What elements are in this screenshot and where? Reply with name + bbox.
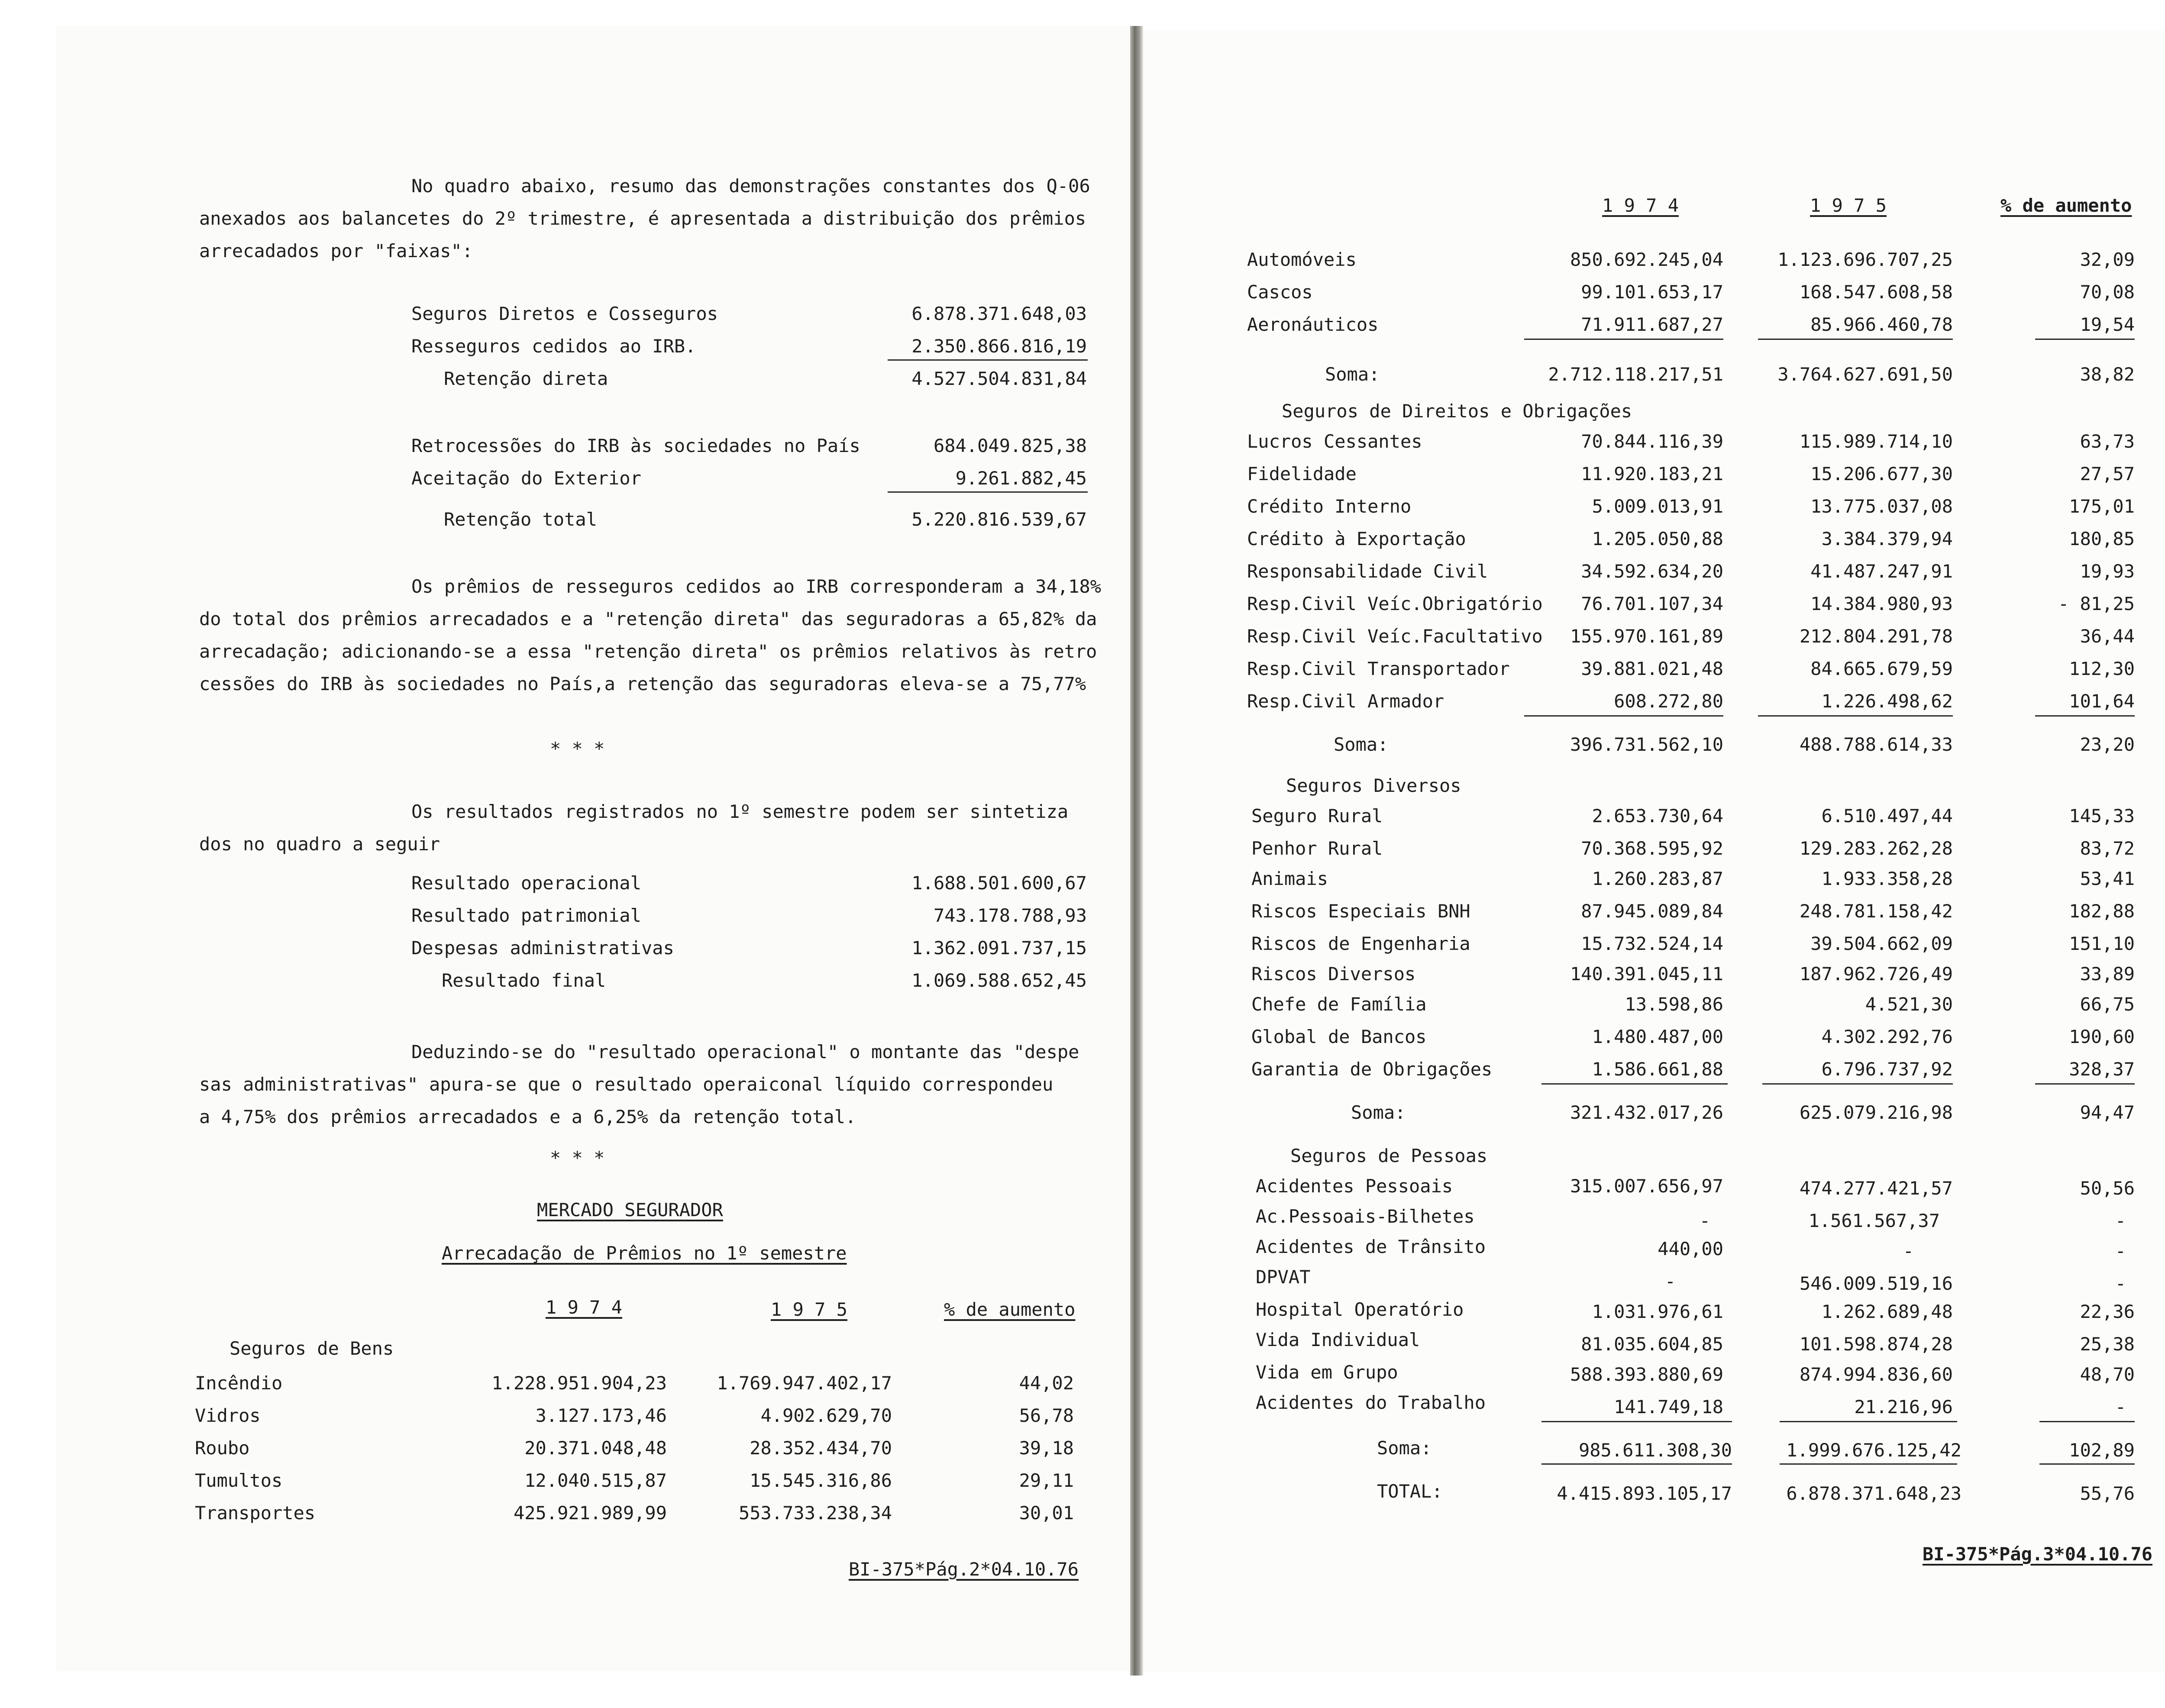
soma-pct: 23,20 <box>2080 734 2135 755</box>
result-label-1: Resultado operacional <box>411 872 642 894</box>
row-pct: 50,56 <box>2080 1178 2135 1199</box>
row-1974: - <box>1699 1210 1710 1231</box>
row-1975: 3.384.379,94 <box>1821 528 1953 549</box>
bens-row-pct: 44,02 <box>1019 1372 1074 1394</box>
row-1975: 129.283.262,28 <box>1799 838 1953 859</box>
soma-rule-pct <box>2035 715 2135 717</box>
summary-b-label-2: Aceitação do Exterior <box>411 468 642 489</box>
bens-row-1974: 3.127.173,46 <box>535 1405 667 1426</box>
result-value-1: 1.688.501.600,67 <box>911 872 1087 894</box>
para2-line-3: arrecadação; adicionando-se a essa "retenção direta" os prêmios relativos às retro <box>199 641 1097 662</box>
summary-a-value-3: 4.527.504.831,84 <box>911 368 1087 389</box>
bens-row-label: Roubo <box>195 1437 250 1459</box>
row-1975: 6.796.737,92 <box>1821 1059 1953 1080</box>
para4-line-1: Deduzindo-se do "resultado operacional" o montante das "despe <box>411 1041 1079 1062</box>
section-title-pessoas: Seguros de Pessoas <box>1290 1145 1488 1166</box>
row-label: Automóveis <box>1247 249 1357 270</box>
row-label: Resp.Civil Armador <box>1247 691 1444 712</box>
header-1974: 1 9 7 4 <box>546 1297 623 1318</box>
soma-1975: 1.999.676.125,42 <box>1786 1440 1961 1461</box>
soma-pct: 38,82 <box>2080 364 2135 385</box>
right-page <box>1143 30 2165 1671</box>
row-1975: 248.781.158,42 <box>1799 901 1953 922</box>
header-1975: 1 9 7 5 <box>1810 195 1887 216</box>
row-pct: 27,57 <box>2080 463 2135 484</box>
summary-a-label-3: Retenção direta <box>444 368 608 389</box>
row-pct: 70,08 <box>2080 281 2135 303</box>
row-1975: 13.775.037,08 <box>1810 496 1953 517</box>
bens-row-pct: 30,01 <box>1019 1502 1074 1524</box>
row-pct: 25,38 <box>2080 1333 2135 1355</box>
row-pct: 22,36 <box>2080 1301 2135 1322</box>
soma-rule-1975 <box>1762 1083 1953 1085</box>
summary-b-label-1: Retrocessões do IRB às sociedades no País <box>411 435 860 456</box>
row-label: Resp.Civil Transportador <box>1247 658 1510 679</box>
row-1974: 1.480.487,00 <box>1592 1026 1723 1047</box>
bens-row-label: Incêndio <box>195 1372 283 1394</box>
soma-1974: 2.712.118.217,51 <box>1548 364 1723 385</box>
row-1974: 440,00 <box>1658 1238 1723 1259</box>
row-1975: 14.384.980,93 <box>1810 593 1953 614</box>
total-1975: 6.878.371.648,23 <box>1786 1483 1961 1504</box>
row-1975: 115.989.714,10 <box>1799 431 1953 452</box>
soma-pct: 94,47 <box>2080 1102 2135 1123</box>
row-pct: 112,30 <box>2069 658 2135 679</box>
row-1975: 4.521,30 <box>1865 994 1953 1015</box>
row-pct: 19,93 <box>2080 561 2135 582</box>
bens-row-pct: 56,78 <box>1019 1405 1074 1426</box>
soma-rule-1975 <box>1758 715 1953 717</box>
row-1974: 15.732.524,14 <box>1581 933 1723 954</box>
asterisks-separator-1: * * * <box>550 738 605 759</box>
row-label: Resp.Civil Veíc.Obrigatório <box>1247 593 1543 614</box>
row-pct: - <box>2115 1210 2126 1231</box>
bens-row-label: Transportes <box>195 1502 316 1524</box>
row-pct: 53,41 <box>2080 868 2135 889</box>
row-1974: 99.101.653,17 <box>1581 281 1723 303</box>
soma-rule-1975 <box>1780 1421 1957 1422</box>
para2-line-1: Os prêmios de resseguros cedidos ao IRB corresponderam a 34,18% <box>411 576 1102 597</box>
bens-row-1974: 20.371.048,48 <box>524 1437 667 1459</box>
bens-row-label: Vidros <box>195 1405 261 1426</box>
soma-1974: 396.731.562,10 <box>1570 734 1723 755</box>
row-1974: 71.911.687,27 <box>1581 314 1723 335</box>
row-1975: 85.966.460,78 <box>1810 314 1953 335</box>
row-label: Chefe de Família <box>1251 994 1427 1015</box>
row-label: Animais <box>1251 868 1328 889</box>
para2-line-2: do total dos prêmios arrecadados e a "retenção direta" das seguradoras a 65,82% da <box>199 608 1097 630</box>
row-1975: 101.598.874,28 <box>1799 1333 1953 1355</box>
row-label: Acidentes Pessoais <box>1256 1175 1453 1197</box>
row-1974: 315.007.656,97 <box>1570 1175 1723 1197</box>
row-label: Lucros Cessantes <box>1247 431 1422 452</box>
bens-row-1975: 28.352.434,70 <box>750 1437 892 1459</box>
row-1974: 1.260.283,87 <box>1592 868 1723 889</box>
bens-row-1975: 1.769.947.402,17 <box>717 1372 892 1394</box>
row-1974: 588.393.880,69 <box>1570 1364 1723 1385</box>
row-1974: 1.586.661,88 <box>1592 1059 1723 1080</box>
row-1975: 84.665.679,59 <box>1810 658 1953 679</box>
total-pct: 55,76 <box>2080 1483 2135 1504</box>
row-1974: 850.692.245,04 <box>1570 249 1723 270</box>
row-1974: 39.881.021,48 <box>1581 658 1723 679</box>
total-rule-1974 <box>1541 1463 1732 1465</box>
row-label: Vida em Grupo <box>1256 1362 1398 1383</box>
row-1974: 81.035.604,85 <box>1581 1333 1723 1355</box>
row-pct: 145,33 <box>2069 805 2135 827</box>
row-1974: 1.205.050,88 <box>1592 528 1723 549</box>
row-1974: 76.701.107,34 <box>1581 593 1723 614</box>
row-1975: 21.216,96 <box>1854 1396 1953 1417</box>
row-label: Fidelidade <box>1247 463 1357 484</box>
row-label: Aeronáuticos <box>1247 314 1379 335</box>
soma-rule-pct <box>2035 339 2135 340</box>
row-1974: 34.592.634,20 <box>1581 561 1723 582</box>
row-1974: 70.844.116,39 <box>1581 431 1723 452</box>
para2-line-4: cessões do IRB às sociedades no País,a retenção das seguradoras eleva-se a 75,77% <box>199 673 1086 694</box>
row-1975: 39.504.662,09 <box>1810 933 1953 954</box>
row-pct: 63,73 <box>2080 431 2135 452</box>
section-title-diversos: Seguros Diversos <box>1286 775 1461 796</box>
row-label: Acidentes do Trabalho <box>1256 1392 1486 1413</box>
row-1975: 874.994.836,60 <box>1799 1364 1953 1385</box>
row-label: Crédito Interno <box>1247 496 1412 517</box>
market-subtitle: Arrecadação de Prêmios no 1º semestre <box>442 1243 847 1264</box>
bens-row-1975: 553.733.238,34 <box>738 1502 892 1524</box>
row-label: Responsabilidade Civil <box>1247 561 1488 582</box>
para4-line-2: sas administrativas" apura-se que o resultado operaiconal líquido correspondeu <box>199 1074 1053 1095</box>
row-pct: 328,37 <box>2069 1059 2135 1080</box>
bens-row-1974: 12.040.515,87 <box>524 1470 667 1491</box>
row-pct: 32,09 <box>2080 249 2135 270</box>
bens-row-1975: 4.902.629,70 <box>760 1405 892 1426</box>
row-pct: 182,88 <box>2069 901 2135 922</box>
row-1975: - <box>1903 1240 1914 1262</box>
row-label: DPVAT <box>1256 1266 1311 1288</box>
soma-rule-1975 <box>1758 339 1953 340</box>
row-pct: 101,64 <box>2069 691 2135 712</box>
row-label: Crédito à Exportação <box>1247 528 1466 549</box>
bens-row-1975: 15.545.316,86 <box>750 1470 892 1491</box>
bens-section-title: Seguros de Bens <box>229 1338 394 1359</box>
soma-rule-pct <box>2039 1421 2135 1422</box>
soma-rule-1974 <box>1524 715 1723 717</box>
soma-label: Soma: <box>1377 1437 1432 1459</box>
summary-b-value-1: 684.049.825,38 <box>933 435 1087 456</box>
row-label: Riscos de Engenharia <box>1251 933 1470 954</box>
row-1975: 6.510.497,44 <box>1821 805 1953 827</box>
summary-b-value-3: 5.220.816.539,67 <box>911 509 1087 530</box>
row-1975: 212.804.291,78 <box>1799 626 1953 647</box>
row-1975: 41.487.247,91 <box>1810 561 1953 582</box>
soma-1975: 3.764.627.691,50 <box>1777 364 1953 385</box>
row-1975: 1.561.567,37 <box>1808 1210 1940 1231</box>
soma-1974: 321.432.017,26 <box>1570 1102 1723 1123</box>
row-1975: 1.262.689,48 <box>1821 1301 1953 1322</box>
row-1975: 187.962.726,49 <box>1799 963 1953 985</box>
row-1974: 87.945.089,84 <box>1581 901 1723 922</box>
row-label: Hospital Operatório <box>1256 1299 1464 1320</box>
header-1975: 1 9 7 5 <box>771 1299 848 1320</box>
row-1975: 1.933.358,28 <box>1821 868 1953 889</box>
para4-line-3: a 4,75% dos prêmios arrecadados e a 6,25% da retenção total. <box>199 1106 856 1127</box>
left-page <box>56 26 1130 1671</box>
row-1974: 11.920.183,21 <box>1581 463 1723 484</box>
para3-line-2: dos no quadro a seguir <box>199 833 440 855</box>
soma-pct: 102,89 <box>2069 1440 2135 1461</box>
row-label: Acidentes de Trânsito <box>1256 1236 1486 1257</box>
soma-1975: 625.079.216,98 <box>1799 1102 1953 1123</box>
header-pct: % de aumento <box>944 1299 1076 1320</box>
page-footer-right: BI-375*Pág.3*04.10.76 <box>1923 1543 2153 1565</box>
row-1974: 140.391.045,11 <box>1570 963 1723 985</box>
summary-a-rule <box>888 359 1088 361</box>
row-pct: - <box>2115 1240 2126 1262</box>
bens-row-label: Tumultos <box>195 1470 283 1491</box>
row-1975: 546.009.519,16 <box>1799 1273 1953 1294</box>
row-1974: 70.368.595,92 <box>1581 838 1723 859</box>
summary-b-rule <box>888 491 1088 493</box>
row-pct: 19,54 <box>2080 314 2135 335</box>
soma-rule-pct <box>2035 1083 2135 1085</box>
row-1974: 2.653.730,64 <box>1592 805 1723 827</box>
para3-line-1: Os resultados registrados no 1º semestre podem ser sintetiza <box>411 801 1069 822</box>
result-value-2: 743.178.788,93 <box>933 905 1087 926</box>
summary-a-label-2: Resseguros cedidos ao IRB. <box>411 336 696 357</box>
row-1974: 1.031.976,61 <box>1592 1301 1723 1322</box>
result-value-4: 1.069.588.652,45 <box>911 970 1087 991</box>
row-1974: 608.272,80 <box>1614 691 1723 712</box>
row-pct: 151,10 <box>2069 933 2135 954</box>
soma-1975: 488.788.614,33 <box>1799 734 1953 755</box>
market-title: MERCADO SEGURADOR <box>537 1199 723 1220</box>
row-1975: 15.206.677,30 <box>1810 463 1953 484</box>
result-label-3: Despesas administrativas <box>411 937 674 959</box>
row-1975: 168.547.608,58 <box>1799 281 1953 303</box>
result-label-4: Resultado final <box>442 970 606 991</box>
header-1974: 1 9 7 4 <box>1602 195 1679 216</box>
row-label: Ac.Pessoais-Bilhetes <box>1256 1206 1475 1227</box>
intro-line-2: anexados aos balancetes do 2º trimestre, é apresentada a distribuição dos prêmios <box>199 208 1086 229</box>
soma-label: Soma: <box>1351 1102 1406 1123</box>
soma-1974: 985.611.308,30 <box>1578 1440 1732 1461</box>
asterisks-separator-2: * * * <box>550 1147 605 1169</box>
book-spine <box>1130 26 1143 1676</box>
summary-a-value-2: 2.350.866.816,19 <box>911 336 1087 357</box>
row-label: Seguro Rural <box>1251 805 1383 827</box>
summary-a-value-1: 6.878.371.648,03 <box>911 303 1087 324</box>
result-value-3: 1.362.091.737,15 <box>911 937 1087 959</box>
row-label: Vida Individual <box>1256 1329 1420 1350</box>
row-pct: - <box>2115 1396 2126 1417</box>
row-pct: - <box>2115 1273 2126 1294</box>
row-label: Garantia de Obrigações <box>1251 1059 1493 1080</box>
row-1974: 13.598,86 <box>1625 994 1723 1015</box>
soma-label: Soma: <box>1325 364 1380 385</box>
row-label: Resp.Civil Veíc.Facultativo <box>1247 626 1543 647</box>
row-pct: 66,75 <box>2080 994 2135 1015</box>
row-pct: 175,01 <box>2069 496 2135 517</box>
row-label: Penhor Rural <box>1251 838 1383 859</box>
row-1974: 141.749,18 <box>1614 1396 1723 1417</box>
row-label: Riscos Especiais BNH <box>1251 901 1470 922</box>
row-label: Cascos <box>1247 281 1313 303</box>
row-label: Riscos Diversos <box>1251 963 1416 985</box>
row-1974: 5.009.013,91 <box>1592 496 1723 517</box>
row-1974: - <box>1664 1271 1676 1292</box>
total-rule-pct <box>2039 1463 2135 1465</box>
intro-line-3: arrecadados por "faixas": <box>199 240 473 262</box>
bens-row-1974: 425.921.989,99 <box>513 1502 667 1524</box>
row-pct: - 81,25 <box>2058 593 2135 614</box>
total-1974: 4.415.893.105,17 <box>1557 1483 1732 1504</box>
result-label-2: Resultado patrimonial <box>411 905 642 926</box>
row-1975: 4.302.292,76 <box>1821 1026 1953 1047</box>
total-rule-1975 <box>1780 1463 1957 1465</box>
bens-row-pct: 39,18 <box>1019 1437 1074 1459</box>
row-pct: 83,72 <box>2080 838 2135 859</box>
row-pct: 48,70 <box>2080 1364 2135 1385</box>
row-1975: 1.226.498,62 <box>1821 691 1953 712</box>
bens-row-1974: 1.228.951.904,23 <box>491 1372 667 1394</box>
row-label: Global de Bancos <box>1251 1026 1427 1047</box>
soma-rule-1974 <box>1541 1083 1728 1085</box>
row-1975: 474.277.421,57 <box>1799 1178 1953 1199</box>
soma-rule-1974 <box>1541 1421 1732 1422</box>
row-pct: 180,85 <box>2069 528 2135 549</box>
row-1974: 155.970.161,89 <box>1570 626 1723 647</box>
row-1975: 1.123.696.707,25 <box>1777 249 1953 270</box>
page-footer-left: BI-375*Pág.2*04.10.76 <box>849 1559 1079 1580</box>
summary-b-label-3: Retenção total <box>444 509 598 530</box>
total-label: TOTAL: <box>1377 1481 1443 1502</box>
soma-label: Soma: <box>1334 734 1389 755</box>
summary-a-label-1: Seguros Diretos e Cosseguros <box>411 303 718 324</box>
row-pct: 33,89 <box>2080 963 2135 985</box>
intro-line-1: No quadro abaixo, resumo das demonstrações constantes dos Q-06 <box>411 175 1090 197</box>
bens-row-pct: 29,11 <box>1019 1470 1074 1491</box>
soma-rule-1974 <box>1524 339 1723 340</box>
summary-b-value-2: 9.261.882,45 <box>955 468 1087 489</box>
header-pct: % de aumento <box>2000 195 2132 216</box>
row-pct: 36,44 <box>2080 626 2135 647</box>
section-title-direitos: Seguros de Direitos e Obrigações <box>1282 400 1632 422</box>
row-pct: 190,60 <box>2069 1026 2135 1047</box>
